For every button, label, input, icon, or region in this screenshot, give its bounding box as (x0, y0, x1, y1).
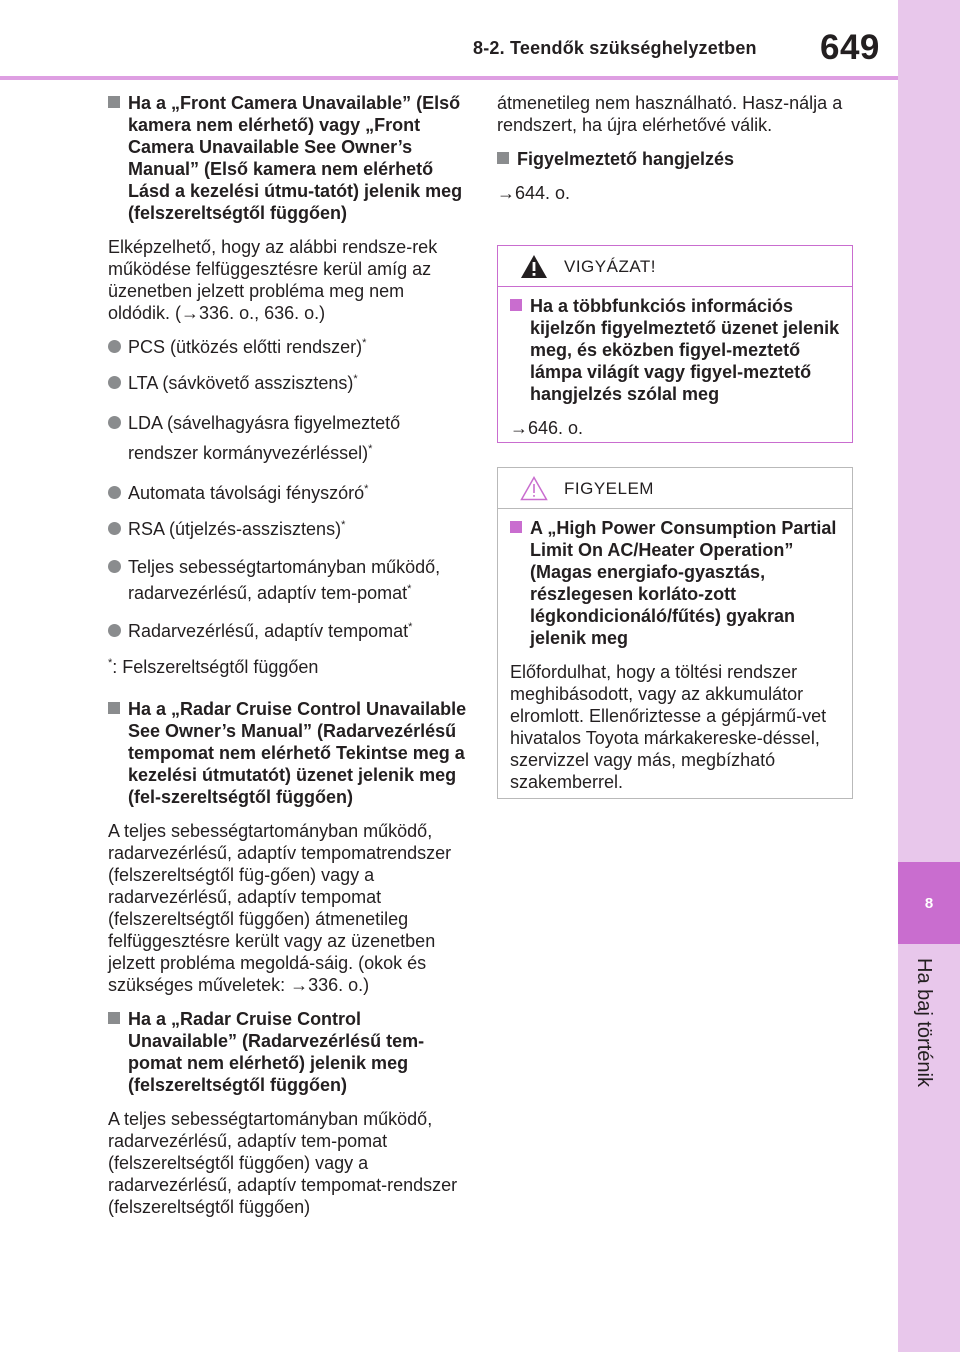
warning-box-reference: →646. o. (510, 418, 584, 438)
footnote: *: Felszereltségtől függően (108, 657, 319, 677)
list-item: RSA (útjelzés-asszisztens)* (108, 518, 468, 540)
side-tab (898, 0, 960, 1352)
square-bullet-icon (510, 299, 522, 311)
page-number: 649 (820, 28, 880, 67)
square-bullet-icon (108, 96, 120, 108)
left-column (108, 92, 468, 1230)
caution-triangle-outline-icon (520, 476, 548, 501)
square-bullet-icon (108, 702, 120, 714)
square-bullet-icon (108, 1012, 120, 1024)
warning-triangle-icon (520, 254, 548, 279)
header-rule (0, 76, 898, 80)
heading-radar-cruise-see-manual: Ha a „Radar Cruise Control Unavailable See Owner’s Manual” (Radarvezérlésű tempomat nem elérhető Tekintse meg a kezelési útmutatót) üzenet jelenik meg (fel-szereltségtől függően) (108, 698, 468, 808)
notice-box-body: Előfordulhat, hogy a töltési rendszer meghibásodott, vagy az akkumulátor elromlott. Ellenőriztesse a gépjármű-vet hivatalos Toyota márkakereske-déssel, szervizzel vagy más, megbízható szakemberrel. (510, 662, 827, 792)
heading-warning-buzzer: Figyelmeztető hangjelzés (497, 148, 853, 170)
round-bullet-icon (108, 416, 121, 429)
round-bullet-icon (108, 340, 121, 353)
section-title: 8-2. Teendők szükséghelyzetben (473, 38, 757, 58)
round-bullet-icon (108, 522, 121, 535)
round-bullet-icon (108, 486, 121, 499)
round-bullet-icon (108, 376, 121, 389)
paragraph: Elképzelhető, hogy az alábbi rendsze-rek működése felfüggesztésre kerül amíg az üzenetben jelzett probléma meg nem oldódik. (→336. o., 636. o.) (108, 237, 438, 323)
notice-box-heading: A „High Power Consumption Partial Limit On AC/Heater Operation” (Magas energiafo-gyasztás, részlegesen korláto-zott légkondicionáló/fűtés) gyakran jelenik meg (510, 517, 840, 649)
right-column (497, 92, 853, 216)
page-reference: →644. o. (497, 183, 571, 203)
list-item: Automata távolsági fényszóró* (108, 482, 468, 504)
heading-radar-cruise-unavailable: Ha a „Radar Cruise Control Unavailable” (Radarvezérlésű tem-pomat nem elérhető) jelenik meg (felszereltségtől függően) (108, 1008, 468, 1096)
warning-box (497, 245, 853, 443)
warning-box-header (498, 246, 852, 287)
paragraph-continued: átmenetileg nem használható. Hasz-nálja a rendszert, ha újra elérhetővé válik. (497, 93, 843, 135)
round-bullet-icon (108, 560, 121, 573)
round-bullet-icon (108, 624, 121, 637)
notice-box-header (498, 468, 852, 509)
list-item: LTA (sávkövető asszisztens)* (108, 372, 468, 394)
square-bullet-icon (510, 521, 522, 533)
list-item: Radarvezérlésű, adaptív tempomat* (108, 620, 468, 642)
chapter-label: Ha baj történik (913, 958, 935, 1087)
chapter-number: 8 (898, 862, 960, 944)
paragraph: A teljes sebességtartományban működő, radarvezérlésű, adaptív tempomatrendszer (felszereltségtől füg-gően) vagy a radarvezérlésű, adaptív tempomat (felszereltségtől függően) átmenetileg felfüggesztésre került vagy az üzenetben jelzett probléma megoldá-sáig. (okok és szükséges műveletek: →336. o.) (108, 821, 452, 995)
list-item: PCS (ütközés előtti rendszer)* (108, 336, 468, 358)
warning-box-heading: Ha a többfunkciós információs kijelzőn figyelmeztető üzenet jelenik meg, és eközben figyel-meztető lámpa világít vagy figyel-meztető hangjelzés szólal meg (510, 295, 840, 405)
paragraph: A teljes sebességtartományban működő, radarvezérlésű, adaptív tem-pomat (felszereltségtől függően) vagy a radarvezérlésű, adaptív tempomat-rendszer (felszereltségtől függően) (108, 1109, 458, 1217)
square-bullet-icon (497, 152, 509, 164)
list-item: Teljes sebességtartományban működő, radarvezérlésű, adaptív tem-pomat* (108, 554, 468, 606)
list-item: LDA (sávelhagyásra figyelmeztető rendszer kormányvezérléssel)* (108, 408, 468, 468)
heading-front-camera: Ha a „Front Camera Unavailable” (Első kamera nem elérhető) vagy „Front Camera Unavailable See Owner’s Manual” (Első kamera nem elérhető Lásd a kezelési útmu-tatót) jelenik meg (felszereltségtől függően) (108, 92, 468, 224)
warning-box-title: VIGYÁZAT! (564, 257, 657, 276)
notice-box (497, 467, 853, 799)
notice-box-title: FIGYELEM (564, 479, 654, 498)
